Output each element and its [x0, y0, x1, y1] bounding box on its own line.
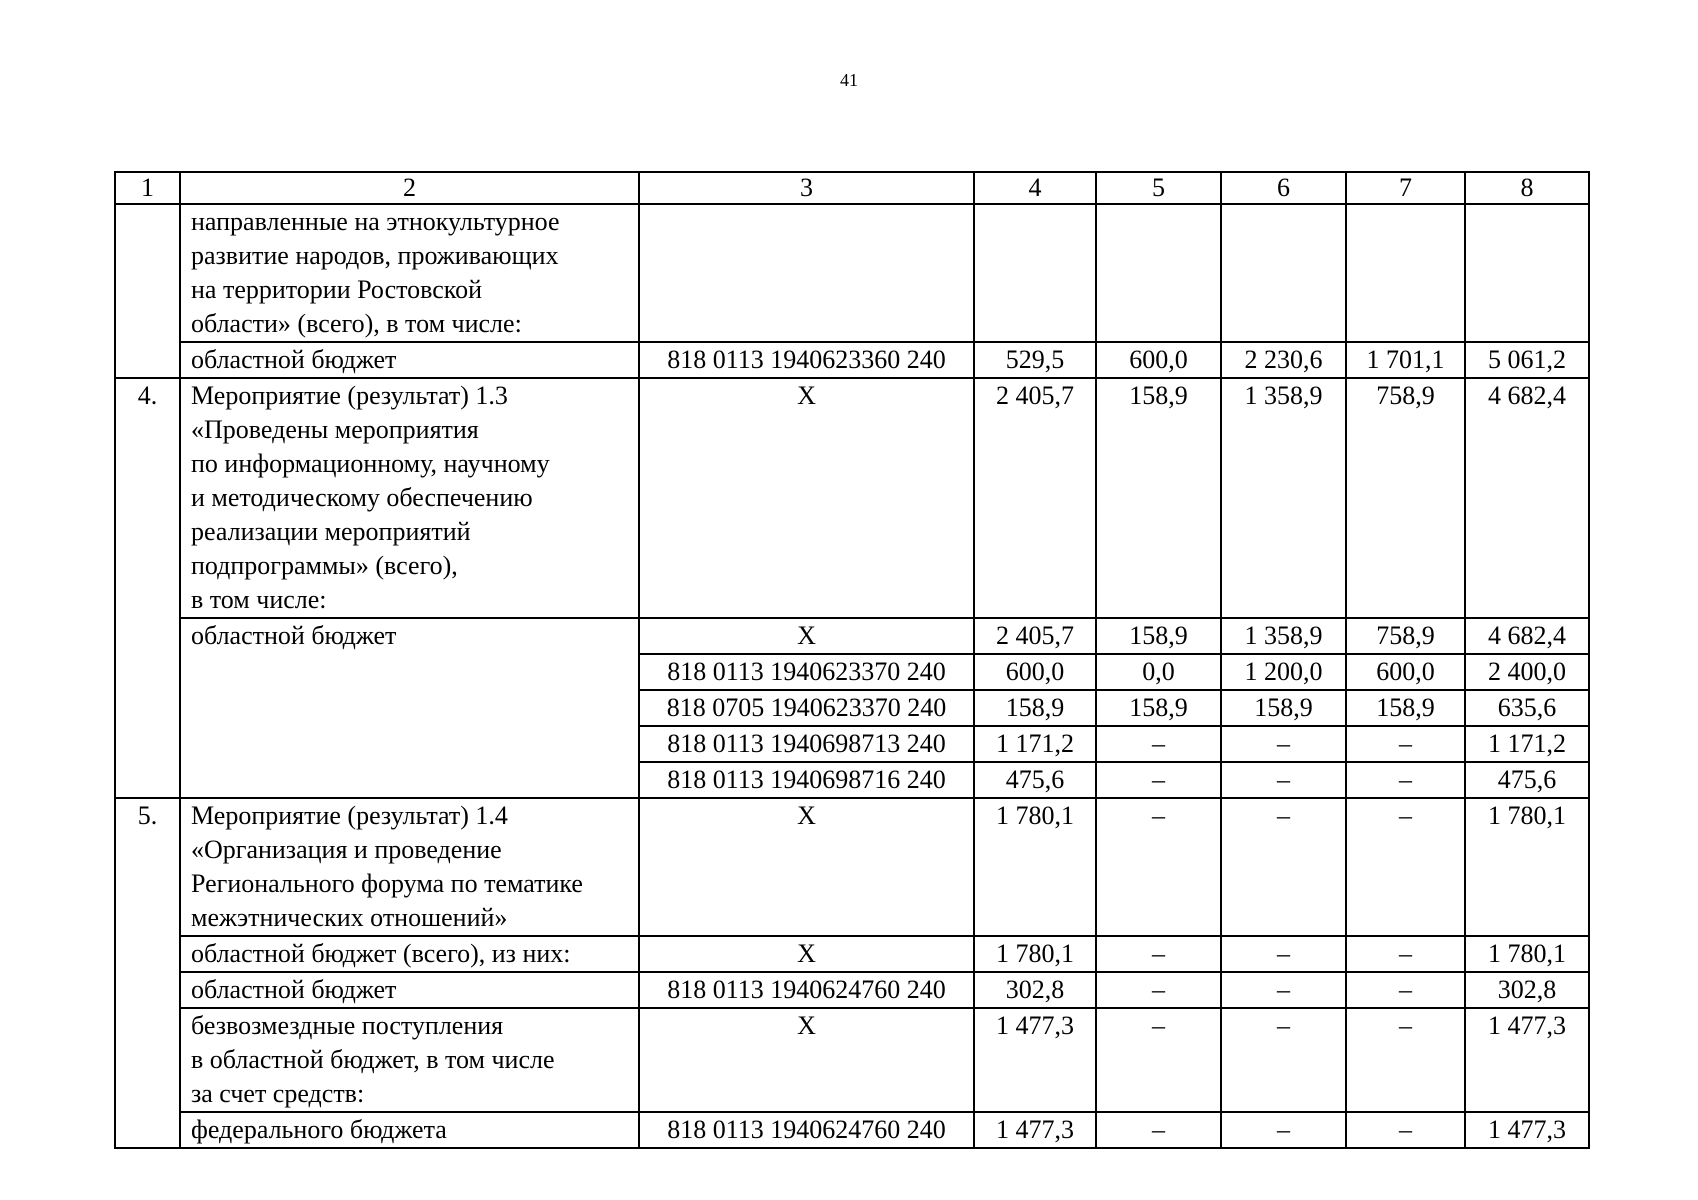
value-cell: 1 171,2 [974, 726, 1096, 762]
table-row [115, 204, 1589, 342]
value-cell: 2 405,7 [974, 378, 1096, 618]
table-row [115, 798, 1589, 936]
value-cell: – [1221, 726, 1346, 762]
budget-code-cell: X [639, 378, 974, 618]
table-row [115, 1008, 1589, 1112]
header-cell: 3 [639, 172, 974, 204]
table-row [115, 378, 1589, 618]
value-cell: 158,9 [1346, 690, 1465, 726]
funding-source-cell: областной бюджет [180, 618, 639, 798]
table-row [115, 972, 1589, 1008]
text-line: Мероприятие (результат) 1.4 [191, 801, 508, 830]
value-cell: 1 171,2 [1465, 726, 1589, 762]
text-line: направленные на этнокультурное [191, 207, 560, 236]
text-line: по информационному, научному [191, 449, 550, 478]
text-line: безвозмездные поступления [191, 1011, 504, 1040]
budget-code-cell: 818 0113 1940624760 240 [639, 972, 974, 1008]
row-number-cell: 5. [115, 798, 180, 1148]
value-cell: – [1221, 1008, 1346, 1112]
header-cell: 7 [1346, 172, 1465, 204]
value-cell: – [1096, 798, 1221, 936]
value-cell: 158,9 [1096, 378, 1221, 618]
value-cell: – [1346, 1112, 1465, 1148]
value-cell: 158,9 [1096, 618, 1221, 654]
value-cell: 1 200,0 [1221, 654, 1346, 690]
value-cell: – [1221, 972, 1346, 1008]
funding-source-cell: областной бюджет [180, 342, 639, 378]
text-line: области» (всего), в том числе: [191, 309, 522, 338]
text-line: реализации мероприятий [191, 517, 471, 546]
value-cell: 302,8 [974, 972, 1096, 1008]
text-line: «Проведены мероприятия [191, 415, 479, 444]
value-cell: 1 358,9 [1221, 618, 1346, 654]
empty-cell [1096, 204, 1221, 342]
value-cell: 0,0 [1096, 654, 1221, 690]
value-cell: 4 682,4 [1465, 618, 1589, 654]
value-cell: – [1221, 1112, 1346, 1148]
funding-source-cell: областной бюджет [180, 972, 639, 1008]
budget-code-cell: X [639, 798, 974, 936]
empty-cell [1221, 204, 1346, 342]
value-cell: – [1096, 762, 1221, 798]
budget-code-cell: 818 0113 1940623360 240 [639, 342, 974, 378]
value-cell: – [1096, 726, 1221, 762]
value-cell: – [1221, 762, 1346, 798]
header-cell: 2 [180, 172, 639, 204]
funding-source-cell [180, 1008, 639, 1112]
value-cell: 1 477,3 [1465, 1112, 1589, 1148]
value-cell: 635,6 [1465, 690, 1589, 726]
budget-code-cell: X [639, 1008, 974, 1112]
table-row [115, 342, 1589, 378]
text-line: и методическому обеспечению [191, 483, 533, 512]
value-cell: 5 061,2 [1465, 342, 1589, 378]
value-cell: – [1096, 1008, 1221, 1112]
value-cell: 158,9 [1096, 690, 1221, 726]
value-cell: – [1346, 798, 1465, 936]
text-line: межэтнических отношений» [191, 903, 508, 932]
budget-code-cell: X [639, 936, 974, 972]
value-cell: 475,6 [1465, 762, 1589, 798]
budget-table [114, 171, 1590, 1149]
measure-name-cell [180, 204, 639, 342]
budget-code-cell: 818 0113 1940698713 240 [639, 726, 974, 762]
row-number-cell: 4. [115, 378, 180, 798]
empty-cell [639, 204, 974, 342]
value-cell: 1 780,1 [974, 798, 1096, 936]
header-cell: 8 [1465, 172, 1589, 204]
budget-code-cell: 818 0113 1940698716 240 [639, 762, 974, 798]
value-cell: – [1346, 1008, 1465, 1112]
value-cell: – [1096, 972, 1221, 1008]
value-cell: – [1346, 972, 1465, 1008]
value-cell: 758,9 [1346, 378, 1465, 618]
value-cell: 2 230,6 [1221, 342, 1346, 378]
value-cell: 600,0 [1096, 342, 1221, 378]
header-row [115, 172, 1589, 204]
text-line: подпрограммы» (всего), [191, 551, 458, 580]
value-cell: 4 682,4 [1465, 378, 1589, 618]
funding-source-cell: федерального бюджета [180, 1112, 639, 1148]
value-cell: 600,0 [974, 654, 1096, 690]
value-cell: 1 780,1 [1465, 936, 1589, 972]
value-cell: 1 477,3 [974, 1008, 1096, 1112]
value-cell: 1 477,3 [1465, 1008, 1589, 1112]
value-cell: – [1346, 726, 1465, 762]
text-line: «Организация и проведение [191, 835, 502, 864]
page-number: 41 [840, 70, 858, 90]
empty-cell [1465, 204, 1589, 342]
value-cell: – [1221, 936, 1346, 972]
value-cell: 1 358,9 [1221, 378, 1346, 618]
value-cell: – [1096, 936, 1221, 972]
header-cell: 1 [115, 172, 180, 204]
value-cell: 529,5 [974, 342, 1096, 378]
text-line: в областной бюджет, в том числе [191, 1045, 555, 1074]
value-cell: – [1346, 762, 1465, 798]
text-line: развитие народов, проживающих [191, 241, 559, 270]
value-cell: – [1096, 1112, 1221, 1148]
budget-code-cell: 818 0113 1940623370 240 [639, 654, 974, 690]
value-cell: 1 477,3 [974, 1112, 1096, 1148]
text-line: Регионального форума по тематике [191, 869, 583, 898]
value-cell: 1 780,1 [974, 936, 1096, 972]
value-cell: 2 405,7 [974, 618, 1096, 654]
budget-code-cell: X [639, 618, 974, 654]
table-row [115, 618, 1589, 654]
header-cell: 4 [974, 172, 1096, 204]
value-cell: 1 701,1 [1346, 342, 1465, 378]
value-cell: 475,6 [974, 762, 1096, 798]
value-cell: – [1221, 798, 1346, 936]
value-cell: 2 400,0 [1465, 654, 1589, 690]
row-number-cell [115, 204, 180, 378]
header-cell: 6 [1221, 172, 1346, 204]
measure-name-cell [180, 378, 639, 618]
value-cell: 158,9 [974, 690, 1096, 726]
text-line: на территории Ростовской [191, 275, 483, 304]
budget-code-cell: 818 0705 1940623370 240 [639, 690, 974, 726]
value-cell: 302,8 [1465, 972, 1589, 1008]
empty-cell [1346, 204, 1465, 342]
text-line: Мероприятие (результат) 1.3 [191, 381, 508, 410]
empty-cell [974, 204, 1096, 342]
value-cell: 600,0 [1346, 654, 1465, 690]
header-cell: 5 [1096, 172, 1221, 204]
funding-source-cell: областной бюджет (всего), из них: [180, 936, 639, 972]
text-line: в том числе: [191, 585, 327, 614]
text-line: за счет средств: [191, 1079, 365, 1108]
value-cell: – [1346, 936, 1465, 972]
table-row [115, 1112, 1589, 1148]
table-row [115, 936, 1589, 972]
value-cell: 758,9 [1346, 618, 1465, 654]
value-cell: 1 780,1 [1465, 798, 1589, 936]
budget-code-cell: 818 0113 1940624760 240 [639, 1112, 974, 1148]
measure-name-cell [180, 798, 639, 936]
value-cell: 158,9 [1221, 690, 1346, 726]
